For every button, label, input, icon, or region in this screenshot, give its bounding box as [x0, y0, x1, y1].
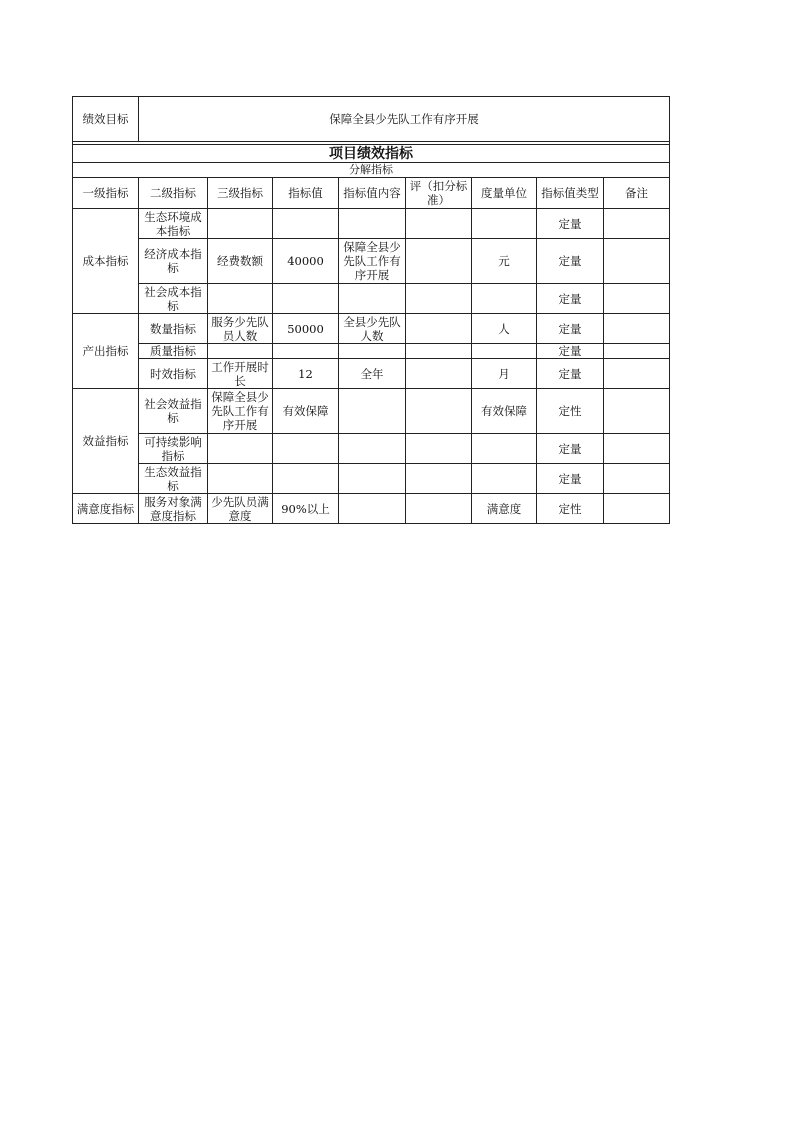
content-cell [339, 209, 406, 239]
table-row [73, 239, 670, 284]
unit-cell [472, 344, 537, 359]
header-row [73, 178, 670, 209]
performance-sheet [72, 96, 669, 524]
unit-cell: 元 [472, 239, 537, 284]
group-cost: 成本指标 [73, 209, 139, 314]
l3-cell [208, 344, 273, 359]
group-satisfaction: 满意度指标 [73, 494, 139, 524]
header-cell: 指标值内容 [339, 178, 406, 209]
l3-cell: 保障全县少先队工作有序开展 [208, 389, 273, 434]
table-row [73, 314, 670, 344]
section-title-row [73, 145, 670, 163]
value-cell: 50000 [273, 314, 339, 344]
l3-cell [208, 209, 273, 239]
header-cell: 评（扣分标准） [406, 178, 472, 209]
value-cell [273, 464, 339, 494]
table-row [73, 284, 670, 314]
score-cell [406, 359, 472, 389]
content-cell [339, 434, 406, 464]
type-cell: 定量 [537, 284, 604, 314]
score-cell [406, 344, 472, 359]
value-cell [273, 284, 339, 314]
l2-cell: 生态效益指标 [139, 464, 208, 494]
goal-row [73, 97, 670, 142]
goal-label: 绩效目标 [73, 97, 139, 142]
l3-cell: 经费数额 [208, 239, 273, 284]
l2-cell: 数量指标 [139, 314, 208, 344]
content-cell [339, 389, 406, 434]
section-title: 项目绩效指标 [73, 145, 670, 163]
score-cell [406, 434, 472, 464]
note-cell [604, 209, 670, 239]
table-row [73, 434, 670, 464]
performance-table [72, 96, 670, 524]
type-cell: 定量 [537, 464, 604, 494]
note-cell [604, 344, 670, 359]
note-cell [604, 359, 670, 389]
score-cell [406, 239, 472, 284]
table-row [73, 494, 670, 524]
l2-cell: 质量指标 [139, 344, 208, 359]
value-cell [273, 344, 339, 359]
table-row [73, 344, 670, 359]
note-cell [604, 434, 670, 464]
header-cell: 一级指标 [73, 178, 139, 209]
header-cell: 指标值类型 [537, 178, 604, 209]
table-row [73, 389, 670, 434]
type-cell: 定量 [537, 314, 604, 344]
content-cell [339, 344, 406, 359]
l3-cell [208, 464, 273, 494]
unit-cell: 月 [472, 359, 537, 389]
header-cell: 备注 [604, 178, 670, 209]
note-cell [604, 389, 670, 434]
value-cell: 有效保障 [273, 389, 339, 434]
note-cell [604, 494, 670, 524]
l3-cell: 服务少先队员人数 [208, 314, 273, 344]
value-cell: 90%以上 [273, 494, 339, 524]
unit-cell [472, 284, 537, 314]
group-benefit: 效益指标 [73, 389, 139, 494]
table-row [73, 359, 670, 389]
l2-cell: 社会成本指标 [139, 284, 208, 314]
type-cell: 定性 [537, 494, 604, 524]
score-cell [406, 284, 472, 314]
l3-cell: 少先队员满意度 [208, 494, 273, 524]
unit-cell: 人 [472, 314, 537, 344]
goal-value: 保障全县少先队工作有序开展 [139, 97, 670, 142]
content-cell [339, 494, 406, 524]
content-cell: 保障全县少先队工作有序开展 [339, 239, 406, 284]
score-cell [406, 209, 472, 239]
l2-cell: 社会效益指标 [139, 389, 208, 434]
l2-cell: 可持续影响指标 [139, 434, 208, 464]
l3-cell: 工作开展时长 [208, 359, 273, 389]
unit-cell: 有效保障 [472, 389, 537, 434]
note-cell [604, 464, 670, 494]
score-cell [406, 314, 472, 344]
unit-cell [472, 209, 537, 239]
table-row [73, 209, 670, 239]
header-cell: 三级指标 [208, 178, 273, 209]
unit-cell [472, 434, 537, 464]
unit-cell [472, 464, 537, 494]
type-cell: 定量 [537, 239, 604, 284]
score-cell [406, 464, 472, 494]
content-cell: 全县少先队人数 [339, 314, 406, 344]
sub-title: 分解指标 [73, 163, 670, 178]
note-cell [604, 239, 670, 284]
type-cell: 定性 [537, 389, 604, 434]
l2-cell: 服务对象满意度指标 [139, 494, 208, 524]
content-cell [339, 284, 406, 314]
l2-cell: 经济成本指标 [139, 239, 208, 284]
unit-cell: 满意度 [472, 494, 537, 524]
value-cell: 40000 [273, 239, 339, 284]
sub-title-row [73, 163, 670, 178]
group-output: 产出指标 [73, 314, 139, 389]
content-cell [339, 464, 406, 494]
type-cell: 定量 [537, 359, 604, 389]
note-cell [604, 314, 670, 344]
content-cell: 全年 [339, 359, 406, 389]
value-cell: 12 [273, 359, 339, 389]
l2-cell: 生态环境成本指标 [139, 209, 208, 239]
type-cell: 定量 [537, 209, 604, 239]
type-cell: 定量 [537, 434, 604, 464]
score-cell [406, 494, 472, 524]
type-cell: 定量 [537, 344, 604, 359]
table-row [73, 464, 670, 494]
header-cell: 度量单位 [472, 178, 537, 209]
score-cell [406, 389, 472, 434]
value-cell [273, 434, 339, 464]
header-cell: 二级指标 [139, 178, 208, 209]
l3-cell [208, 434, 273, 464]
note-cell [604, 284, 670, 314]
l3-cell [208, 284, 273, 314]
l2-cell: 时效指标 [139, 359, 208, 389]
value-cell [273, 209, 339, 239]
header-cell: 指标值 [273, 178, 339, 209]
